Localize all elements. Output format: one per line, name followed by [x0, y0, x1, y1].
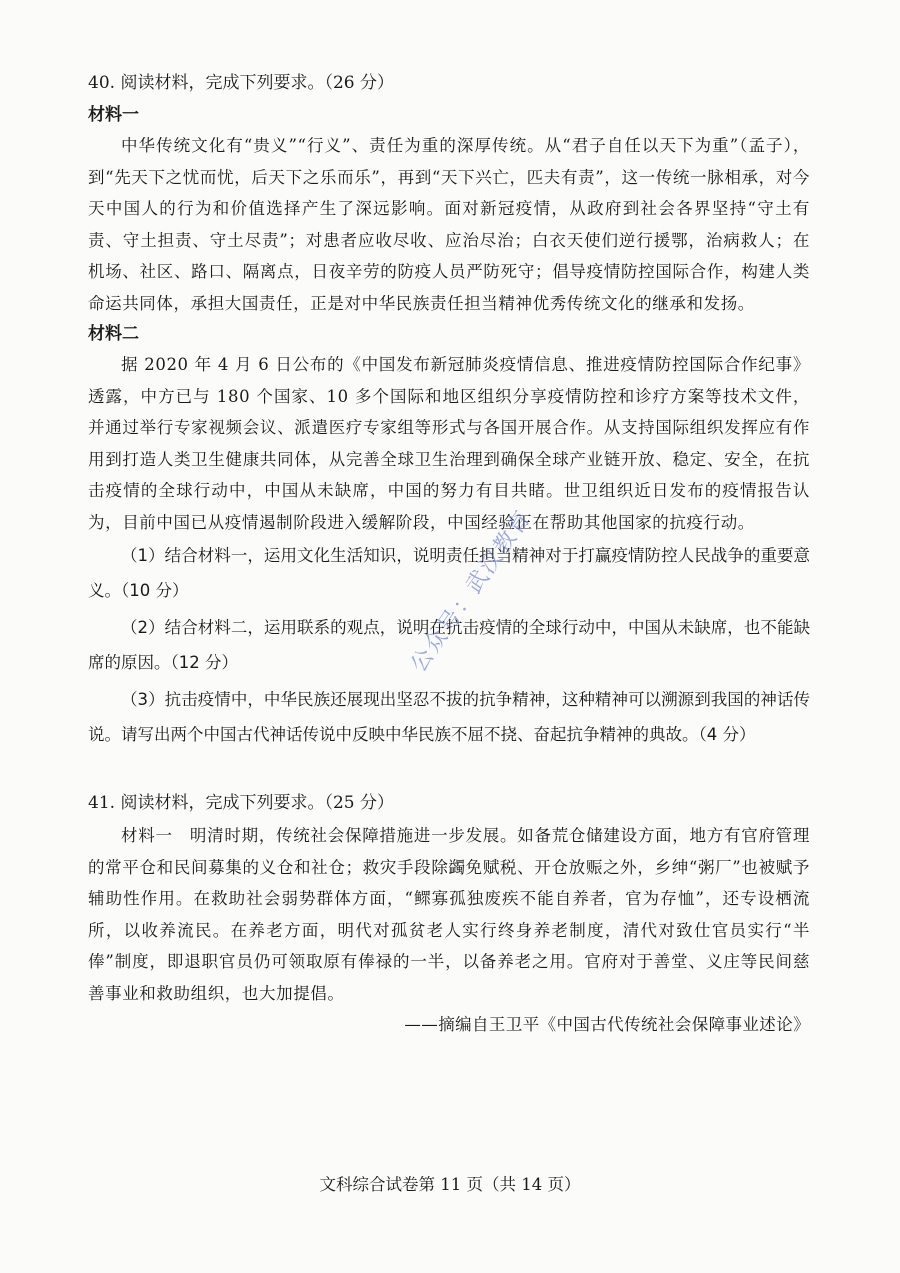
q40-subquestion-2: （2）结合材料二，运用联系的观点，说明在抗击疫情的全球行动中，中国从未缺席，也不能缺席的原因。（12 分）: [88, 618, 810, 672]
q40-material2-text: 据 2020 年 4 月 6 日公布的《中国发布新冠肺炎疫情信息、推进疫情防控国际合作纪事》透露，中方已与 180 个国家、10 多个国际和地区组织分享疫情防控和诊疗方案等技术文件，并通过举行专家视频会议、派遣医疗专家组等形式与各国开展合作。从支持国际组织发挥应有作用到打造人类卫生健康共同体，从完善全球卫生治理到确保全球产业链开放、稳定、安全，在抗击疫情的全球行动中，中国从未缺席，中国的努力有目共睹。世卫组织近日发布的疫情报告认为，目前中国已从疫情遏制阶段进入缓解阶段，中国经验正在帮助其他国家的抗疫行动。: [88, 355, 810, 532]
q40-material1-text: 中华传统文化有“贵义”“行义”、责任为重的深厚传统。从“君子自任以天下为重”（孟子），到“先天下之忧而忧，后天下之乐而乐”，再到“天下兴亡，匹夫有责”，这一传统一脉相承，对今天中国人的行为和价值选择产生了深远影响。面对新冠疫情，从政府到社会各界坚持“守土有责、守土担责、守土尽责”；对患者应收尽收、应治尽治；白衣天使们逆行援鄂，治病救人；在机场、社区、路口、隔离点，日夜辛劳的防疫人员严防死守；倡导疫情防控国际合作，构建人类命运共同体，承担大国责任，正是对中华民族责任担当精神优秀传统文化的继承和发扬。: [88, 136, 810, 313]
question-41-title: 41. 阅读材料，完成下列要求。（25 分）: [88, 793, 394, 813]
q40-material1-title: 材料一: [88, 105, 139, 125]
section-gap: [88, 754, 810, 788]
q41-source-citation: ——摘编自王卫平《中国古代传统社会保障事业述论》: [404, 1015, 810, 1034]
page-content: [88, 68, 810, 1041]
page-footer: 文科综合试卷第 11 页（共 14 页）: [319, 1175, 581, 1194]
q40-subquestion-1: （1）结合材料一，运用文化生活知识，说明责任担当精神对于打赢疫情防控人民战争的重要意义。（10 分）: [88, 546, 810, 600]
q40-material2-title: 材料二: [88, 324, 139, 344]
q41-material1-text: 材料一 明清时期，传统社会保障措施进一步发展。如备荒仓储建设方面，地方有官府管理的常平仓和民间募集的义仓和社仓；救灾手段除蠲免赋税、开仓放赈之外，乡绅“粥厂”也被赋予辅助性作用。在救助社会弱势群体方面，“鳏寡孤独废疾不能自养者，官为存恤”，还专设栖流所，以收养流民。在养老方面，明代对孤贫老人实行终身养老制度，清代对致仕官员实行“半俸”制度，即退职官员仍可领取原有俸禄的一半，以备养老之用。官府对于善堂、义庄等民间慈善事业和救助组织，也大加提倡。: [88, 826, 810, 1003]
q40-subquestion-3: （3）抗击疫情中，中华民族还展现出坚忍不拔的抗争精神，这种精神可以溯源到我国的神话传说。请写出两个中国古代神话传说中反映中华民族不屈不挠、奋起抗争精神的典故。（4 分）: [88, 690, 810, 744]
watermark-text: 公众号：武汉教育: [406, 505, 537, 677]
question-40-title: 40. 阅读材料，完成下列要求。（26 分）: [88, 73, 394, 93]
